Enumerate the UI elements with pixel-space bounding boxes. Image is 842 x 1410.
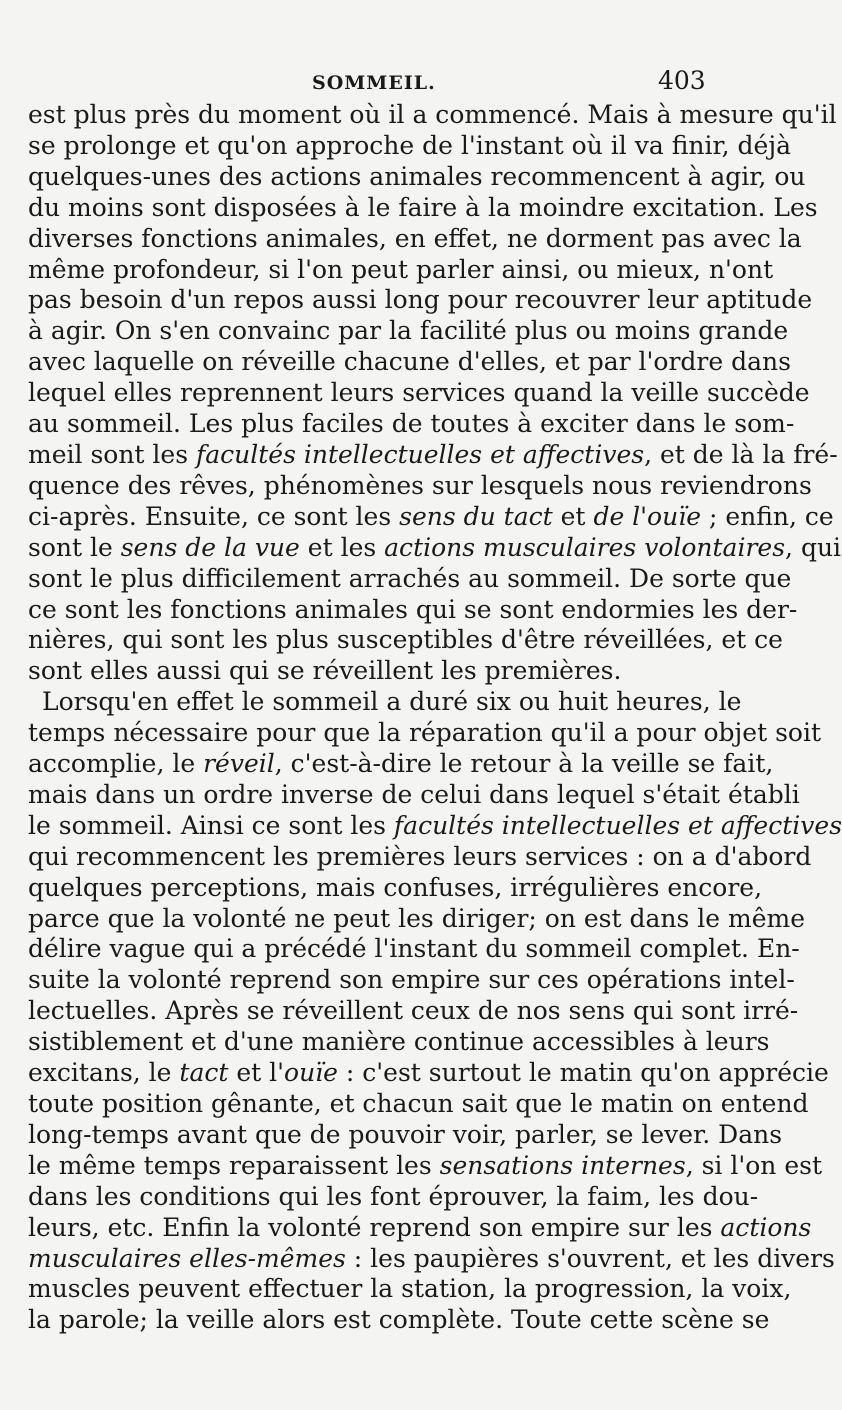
text-line: sistiblement et d'une manière continue accessibles à leurs — [28, 1027, 770, 1057]
text-line: avec laquelle on réveille chacune d'elles, et par l'ordre dans — [28, 347, 791, 377]
running-title: SOMMEIL. — [312, 72, 436, 94]
italic-phrase: actions musculaires volontaires — [384, 532, 786, 562]
text-line: diverses fonctions animales, en effet, ne dorment pas avec la — [28, 223, 802, 253]
text-line: leurs, etc. Enfin la volonté reprend son empire sur les actions — [28, 1212, 812, 1242]
text-line: quelques-unes des actions animales recommencent à agir, ou — [28, 161, 806, 191]
text-line: ci-après. Ensuite, ce sont les sens du tact et de l'ouïe ; enfin, ce — [28, 501, 834, 531]
text-line: à agir. On s'en convainc par la facilité plus ou moins grande — [28, 316, 789, 346]
text-line: muscles peuvent effectuer la station, la progression, la voix, — [28, 1274, 792, 1304]
text-line: musculaires elles-mêmes : les paupières s'ouvrent, et les divers — [28, 1243, 835, 1273]
text-line: sont le plus difficilement arrachés au sommeil. De sorte que — [28, 563, 792, 593]
text-line: temps nécessaire pour que la réparation qu'il a pour objet soit — [28, 718, 822, 748]
text-line: sont le sens de la vue et les actions musculaires volontaires, qui — [28, 532, 842, 562]
page-number: 403 — [658, 66, 706, 95]
italic-phrase: sensations internes — [439, 1150, 686, 1180]
text-line: dans les conditions qui les font éprouver, la faim, les dou- — [28, 1181, 759, 1211]
italic-phrase: de l'ouïe — [593, 501, 701, 531]
text-line: ce sont les fonctions animales qui se sont endormies les der- — [28, 594, 798, 624]
text-line: est plus près du moment où il a commencé. Mais à mesure qu'il — [28, 100, 837, 129]
text-line: Lorsqu'en effet le sommeil a duré six ou huit heures, le — [42, 687, 742, 717]
text-line: toute position gênante, et chacun sait que le matin on entend — [28, 1089, 809, 1118]
italic-phrase: tact — [179, 1058, 229, 1088]
text-line: excitans, le tact et l'ouïe : c'est surtout le matin qu'on apprécie — [28, 1058, 829, 1088]
text-line: du moins sont disposées à le faire à la moindre excitation. Les — [28, 192, 818, 222]
italic-phrase: facultés intellectuelles et affectives — [195, 439, 645, 469]
italic-phrase: sens de la vue — [120, 532, 300, 562]
italic-phrase: facultés intellectuelles et affectives — [393, 810, 842, 840]
text-line: meil sont les facultés intellectuelles et affectives, et de là la fré- — [28, 439, 838, 469]
text-line: se prolonge et qu'on approche de l'instant où il va finir, déjà — [28, 130, 792, 160]
text-line: quelques perceptions, mais confuses, irrégulières encore, — [28, 872, 763, 902]
text-line: nières, qui sont les plus susceptibles d'être réveillées, et ce — [28, 625, 783, 655]
italic-phrase: réveil — [203, 749, 275, 779]
italic-phrase: actions — [720, 1212, 812, 1242]
text-line: la parole; la veille alors est complète. Toute cette scène se — [28, 1305, 770, 1335]
text-line: accomplie, le réveil, c'est-à-dire le retour à la veille se fait, — [28, 749, 774, 779]
italic-phrase: ouïe — [284, 1058, 338, 1088]
text-line: lequel elles reprennent leurs services quand la veille succède — [28, 378, 810, 408]
text-line: pas besoin d'un repos aussi long pour recouvrer leur aptitude — [28, 285, 813, 315]
text-line: même profondeur, si l'on peut parler ainsi, ou mieux, n'ont — [28, 254, 774, 284]
text-line: le même temps reparaissent les sensations internes, si l'on est — [28, 1150, 822, 1180]
body-text — [28, 100, 842, 1336]
text-line: suite la volonté reprend son empire sur ces opérations intel- — [28, 965, 795, 995]
text-line: au sommeil. Les plus faciles de toutes à exciter dans le som- — [28, 409, 795, 439]
text-line: le sommeil. Ainsi ce sont les facultés intellectuelles et affectives — [28, 810, 842, 840]
text-line: quence des rêves, phénomènes sur lesquels nous reviendrons — [28, 470, 812, 500]
text-line: délire vague qui a précédé l'instant du sommeil complet. En- — [28, 934, 800, 964]
page-header — [0, 60, 800, 100]
text-line: lectuelles. Après se réveillent ceux de nos sens qui sont irré- — [28, 996, 799, 1026]
text-line: qui recommencent les premières leurs services : on a d'abord — [28, 841, 812, 871]
text-line: parce que la volonté ne peut les diriger; on est dans le même — [28, 903, 806, 933]
italic-phrase: sens du tact — [399, 501, 553, 531]
text-line: long-temps avant que de pouvoir voir, parler, se lever. Dans — [28, 1119, 783, 1149]
text-line: mais dans un ordre inverse de celui dans lequel s'était établi — [28, 779, 800, 809]
italic-phrase: musculaires elles-mêmes — [28, 1243, 346, 1273]
text-line: sont elles aussi qui se réveillent les premières. — [28, 656, 622, 686]
